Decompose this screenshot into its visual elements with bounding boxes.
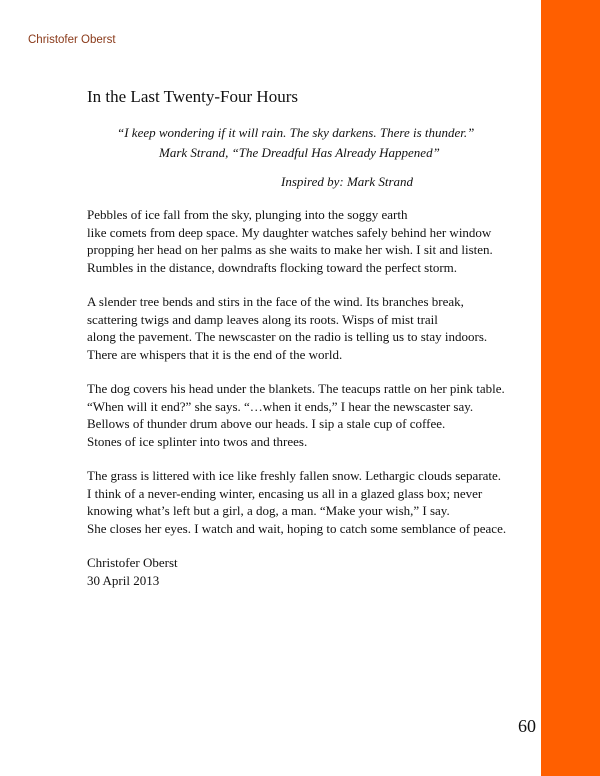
signature-name: Christofer Oberst bbox=[87, 555, 178, 570]
poem-line: I think of a never-ending winter, encasing us all in a glazed glass box; never bbox=[87, 485, 483, 501]
page-number: 60 bbox=[518, 716, 536, 736]
orange-sidebar-bar bbox=[541, 0, 600, 776]
poem-line: like comets from deep space. My daughter watches safely behind her window bbox=[87, 224, 492, 240]
poem-line: propping her head on her palms as she waits to make her wish. I sit and listen. bbox=[87, 242, 493, 257]
poem-line: Bellows of thunder drum above our heads. I sip a stale cup of coffee. bbox=[87, 416, 446, 431]
poem-line: The dog covers his head under the blankets. The teacups rattle on her pink table. bbox=[87, 381, 505, 396]
poem-line: There are whispers that it is the end of the world. bbox=[87, 346, 343, 362]
poem-body bbox=[87, 206, 537, 589]
epigraph-quote: “I keep wondering if it will rain. The sky darkens. There is thunder.” bbox=[117, 125, 475, 140]
inspired-by-line: Inspired by: Mark Strand bbox=[281, 174, 414, 189]
poem-line: Stones of ice splinter into twos and threes. bbox=[87, 433, 308, 449]
poem-title: In the Last Twenty-Four Hours bbox=[87, 87, 298, 106]
signature-block bbox=[87, 554, 537, 589]
stanza bbox=[87, 380, 537, 450]
stanza bbox=[87, 467, 537, 537]
poem-line: along the pavement. The newscaster on the radio is telling us to stay indoors. bbox=[87, 329, 488, 344]
signature-date: 30 April 2013 bbox=[87, 572, 160, 588]
poem-line: Rumbles in the distance, downdrafts flocking toward the perfect storm. bbox=[87, 259, 458, 275]
poem-line: A slender tree bends and stirs in the face of the wind. Its branches break, bbox=[87, 294, 464, 309]
stanza bbox=[87, 293, 537, 363]
poem-line: The grass is littered with ice like freshly fallen snow. Lethargic clouds separate. bbox=[87, 468, 502, 483]
poem-line: Pebbles of ice fall from the sky, plunging into the soggy earth bbox=[87, 207, 408, 222]
poem-line: scattering twigs and damp leaves along its roots. Wisps of mist trail bbox=[87, 311, 438, 327]
epigraph-attribution: Mark Strand, “The Dreadful Has Already Happened” bbox=[159, 145, 440, 160]
epigraph bbox=[117, 123, 517, 163]
stanza bbox=[87, 206, 537, 276]
poem-line: She closes her eyes. I watch and wait, hoping to catch some semblance of peace. bbox=[87, 520, 507, 536]
poem-line: knowing what’s left but a girl, a dog, a man. “Make your wish,” I say. bbox=[87, 503, 450, 518]
poem-line: “When will it end?” she says. “…when it ends,” I hear the newscaster say. bbox=[87, 398, 474, 414]
running-header-author: Christofer Oberst bbox=[28, 34, 116, 46]
